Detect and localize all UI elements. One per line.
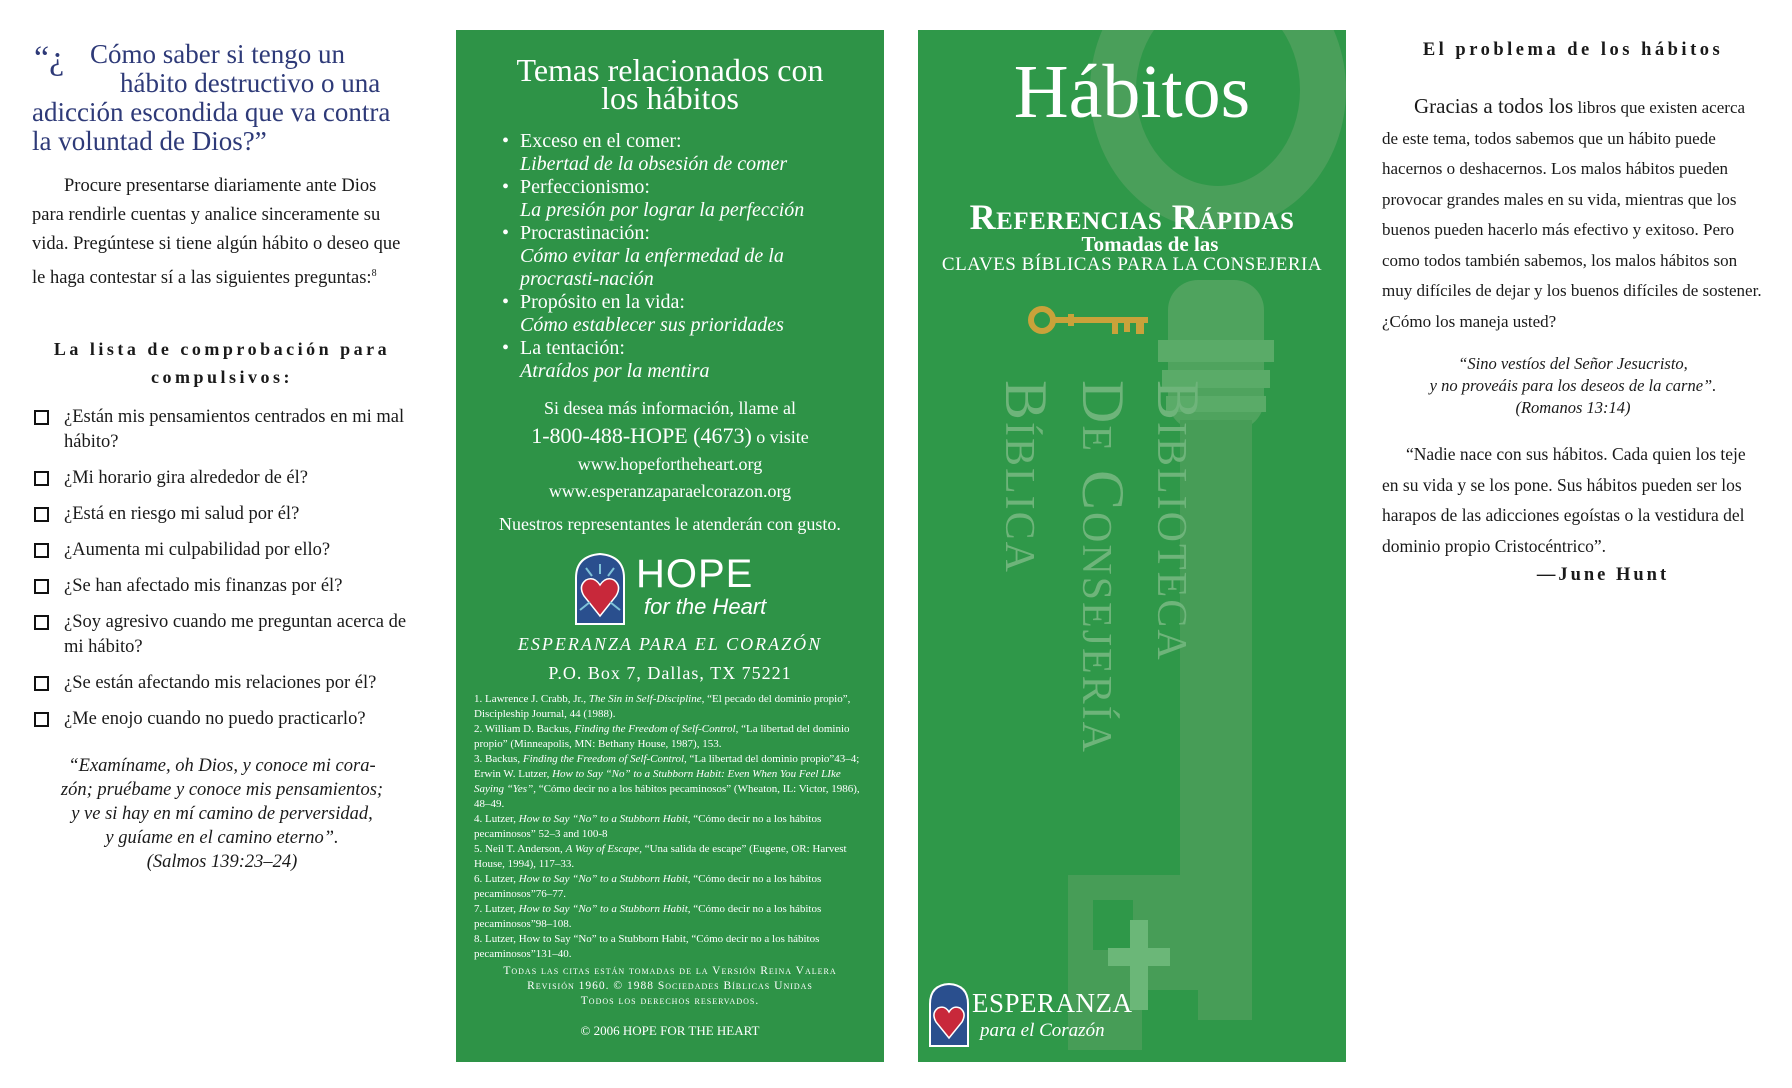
topic-subtitle: Atraídos por la mentira — [520, 360, 710, 382]
copyright: © 2006 HOPE FOR THE HEART — [580, 1023, 760, 1038]
related-title-line-1: Temas relacionados con — [516, 52, 824, 88]
paragraph-body: libros que existen acerca de este tema, todos sabemos que un hábito puede hacernos o deshacernos. Los malos hábitos pueden provocar grandes males en su vida, mientras que los buenos pueden hacerlo más efectivo y exitoso. Pero como todos también sabemos, los malos hábitos son muy difíciles de dejar y los buenos difíciles de sostener. ¿Cómo los maneja usted? — [1382, 98, 1762, 331]
checkbox-icon[interactable] — [34, 712, 49, 727]
logo-for-the-heart-text: for the Heart — [644, 594, 767, 619]
topic-item — [502, 337, 866, 383]
phone-number[interactable]: 1-800-488-HOPE (4673) — [531, 423, 752, 448]
footnote-title: How to Say “No” to a Stubborn Habit — [518, 813, 688, 825]
checklist-item[interactable] — [32, 502, 412, 527]
quote-signature: —June Hunt — [1536, 565, 1670, 585]
footnote-text: , “La libertad del dominio propio” (Minneapolis, MN: Bethany House, 1987), 153. — [474, 723, 850, 750]
footnote-text: , “El pecado del dominio propio”, Discipleship Journal, 44 (1988). — [474, 693, 851, 720]
citation-line: Todas las citas están tomadas de la Versión Reina Valera — [503, 965, 837, 977]
topic-item — [502, 291, 866, 337]
opening-question-mark: “¿ — [34, 40, 65, 77]
para-el-corazon-text: para el Corazón — [980, 1020, 1105, 1041]
esperanza-tagline: ESPERANZA PARA EL CORAZÓN — [517, 634, 823, 654]
vertical-title-consejeria: De Consejería — [1070, 380, 1136, 755]
footnote-text: , “Cómo decir no a los hábitos pecaminosos”98–108. — [474, 903, 822, 930]
topic-label: Propósito en la vida: — [520, 291, 685, 313]
topic-item — [502, 176, 866, 222]
footnote-text: 5. Neil T. Anderson, — [474, 843, 566, 855]
topic-label: Perfeccionismo: — [520, 176, 650, 198]
bullet-icon: • — [502, 337, 510, 359]
stained-glass-heart-icon — [570, 552, 630, 626]
footnote — [474, 902, 866, 932]
footnote-text: , “Una salida de escape” (Eugene, OR: Harvest House, 1994), 117–33. — [474, 843, 847, 870]
footnote — [474, 842, 866, 872]
question-line-2: hábito destructivo o una — [120, 68, 381, 98]
contact-info — [474, 395, 866, 538]
claves-subtitle: CLAVES BÍBLICAS PARA LA CONSEJERIA — [941, 254, 1323, 275]
citation-line: Todos los derechos reservados. — [580, 995, 760, 1007]
checkbox-icon[interactable] — [34, 615, 49, 630]
footnote — [474, 872, 866, 902]
footnote — [474, 722, 866, 752]
psalm-verse: “Examíname, oh Dios, y conoce mi cora- zón; pruébame y conoce mis pensamientos; y ve si hay en mí camino de perversidad, y guíame en el camino eterno”. (Salmos 139:23–24) — [60, 756, 384, 873]
checklist-item[interactable] — [32, 538, 412, 563]
checklist-item[interactable] — [32, 671, 412, 696]
tomadas-subtitle: Tomadas de las — [1081, 232, 1219, 256]
checklist-heading: La lista de comprobación para compulsivos: — [53, 339, 391, 388]
website-link-2[interactable]: www.esperanzaparaelcorazon.org — [548, 481, 792, 501]
intro-text: Procure presentarse diariamente ante Dios para rendirle cuentas y analice sinceramente su vida. Pregúntese si tiene algún hábito o deseo que le haga contestar sí a las siguientes preguntas: — [32, 176, 401, 289]
habits-problem-heading: El problema de los hábitos — [1422, 40, 1724, 60]
footnote — [474, 932, 866, 962]
question-line-1: Cómo saber si tengo un — [90, 39, 345, 69]
footnotes — [474, 692, 866, 962]
habits-paragraph — [1382, 91, 1764, 337]
left-panel — [0, 0, 450, 1088]
vertical-title-biblioteca: Biblioteca — [1145, 380, 1211, 662]
topic-subtitle: Cómo establecer sus prioridades — [520, 314, 784, 336]
topic-item — [502, 222, 866, 291]
info-line: Si desea más información, llame al — [544, 398, 796, 418]
checklist-item-text: ¿Se han afectado mis finanzas por él? — [64, 576, 343, 597]
footnote-title: Finding the Freedom of Self-Control — [574, 723, 736, 735]
footnote-text: 8. Lutzer, How to Say “No” to a Stubborn Habit, “Cómo decir no a los hábitos pecaminosos”131–40. — [474, 933, 820, 960]
checklist-item[interactable] — [32, 405, 412, 455]
checklist-item-text: ¿Soy agresivo cuando me preguntan acerca de mi hábito? — [64, 612, 407, 658]
checklist-item-text: ¿Está en riesgo mi salud por él? — [64, 504, 300, 525]
question-heading — [32, 40, 412, 156]
topic-item — [502, 130, 866, 176]
footnote-text: 1. Lawrence J. Crabb, Jr., — [474, 693, 589, 705]
topic-subtitle: Libertad de la obsesión de comer — [520, 153, 788, 175]
bullet-icon: • — [502, 176, 510, 198]
stained-glass-heart-icon — [926, 982, 972, 1048]
checklist-item-text: ¿Están mis pensamientos centrados en mi mal hábito? — [64, 407, 405, 453]
topics-list — [502, 130, 866, 383]
checkbox-icon[interactable] — [34, 471, 49, 486]
footnote-title: The Sin in Self-Discipline — [588, 693, 702, 705]
footnote-title: How to Say “No” to a Stubborn Habit — [518, 903, 688, 915]
checklist — [32, 405, 412, 732]
footnote-text: , “Cómo decir no a los hábitos pecaminosos” (Wheaton, IL: Victor, 1986), 48–49. — [474, 783, 860, 810]
logo-hope-text: HOPE — [636, 552, 754, 596]
related-title-line-2: los hábitos — [601, 80, 739, 116]
footnote — [474, 692, 866, 722]
checklist-item[interactable] — [32, 466, 412, 491]
june-hunt-quote: “Nadie nace con sus hábitos. Cada quien los teje en su vida y se los pone. Sus hábitos pueden ser los harapos de las adicciones egoístas o la vestidura del dominio propio Cristocéntrico”. — [1382, 444, 1746, 556]
checkbox-icon[interactable] — [34, 507, 49, 522]
topic-label: Procrastinación: — [520, 222, 650, 244]
footnote-title: A Way of Escape — [565, 843, 640, 855]
topic-label: La tentación: — [520, 337, 625, 359]
hope-for-the-heart-logo — [474, 552, 866, 630]
related-topics-title — [474, 52, 866, 116]
gold-key-icon — [1028, 300, 1158, 340]
bullet-icon: • — [502, 291, 510, 313]
footnote — [474, 812, 866, 842]
footnote-text: , “Cómo decir no a los hábitos pecaminosos”76–77. — [474, 873, 822, 900]
footnote-text: , “Cómo decir no a los hábitos pecaminosos” 52–3 and 100-8 — [474, 813, 822, 840]
footnote-ref: 8 — [371, 268, 377, 279]
citation-line: Revisión 1960. © 1988 Sociedades Bíblicas Unidas — [527, 980, 813, 992]
topic-label: Exceso en el comer: — [520, 130, 682, 152]
checkbox-icon[interactable] — [34, 410, 49, 425]
esperanza-logo — [926, 980, 1133, 1050]
right-panel — [1382, 0, 1792, 1088]
footnote-title: How to Say “No” to a Stubborn Habit — [518, 873, 688, 885]
checklist-item-text: ¿Aumenta mi culpabilidad por ello? — [64, 540, 331, 561]
footnote-text: 2. William D. Backus, — [474, 723, 575, 735]
paragraph-lead: Gracias a todos los — [1414, 94, 1574, 118]
checklist-item[interactable] — [32, 574, 412, 599]
checkbox-icon[interactable] — [34, 579, 49, 594]
checkbox-icon[interactable] — [34, 543, 49, 558]
checkbox-icon[interactable] — [34, 676, 49, 691]
cover-title: Hábitos — [1013, 50, 1251, 134]
footnote-text: 4. Lutzer, — [474, 813, 519, 825]
checklist-item-text: ¿Mi horario gira alrededor de él? — [64, 468, 308, 489]
esperanza-logo-text: ESPERANZA — [972, 988, 1133, 1018]
bullet-icon: • — [502, 222, 510, 244]
checklist-item-text: ¿Me enojo cuando no puedo practicarlo? — [64, 709, 366, 730]
representatives-note: Nuestros representantes le atenderán con gusto. — [499, 514, 841, 534]
footnote-text: 3. Backus, — [474, 753, 523, 765]
question-rest: adicción escondida que va contra la voluntad de Dios?” — [32, 97, 391, 156]
footnote-text: 6. Lutzer, — [474, 873, 519, 885]
checklist-item[interactable] — [32, 707, 412, 732]
topic-subtitle: Cómo evitar la enfermedad de la procrasti-nación — [520, 245, 784, 290]
romans-verse: “Sino vestíos del Señor Jesucristo, y no proveáis para los deseos de la carne”. (Romanos 13:14) — [1429, 354, 1717, 417]
checklist-item-text: ¿Se están afectando mis relaciones por él? — [64, 673, 377, 694]
checklist-item[interactable] — [32, 610, 412, 660]
po-box-address: P.O. Box 7, Dallas, TX 75221 — [548, 663, 792, 683]
phone-suffix: o visite — [751, 427, 809, 447]
bullet-icon: • — [502, 130, 510, 152]
quick-references-title: Referencias Rápidas — [969, 197, 1295, 237]
footnote-text: 7. Lutzer, — [474, 903, 519, 915]
topic-subtitle: La presión por lograr la perfección — [520, 199, 805, 221]
bible-citation-note — [474, 964, 866, 1009]
footnote-title: How to Say “No” to a Stubborn Habit: Even When You Feel LIke Saying “Yes” — [474, 768, 841, 795]
cover-panel — [918, 30, 1346, 1062]
vertical-title-biblica: Bíblica — [993, 380, 1059, 575]
related-topics-panel — [456, 30, 884, 1062]
website-link-1[interactable]: www.hopefortheheart.org — [577, 454, 763, 474]
intro-paragraph — [32, 172, 412, 293]
footnote-title: Finding the Freedom of Self-Control — [522, 753, 684, 765]
footnote — [474, 752, 866, 812]
footnote-text: , “La libertad del dominio propio”43–4; Erwin W. Lutzer, — [474, 753, 860, 780]
